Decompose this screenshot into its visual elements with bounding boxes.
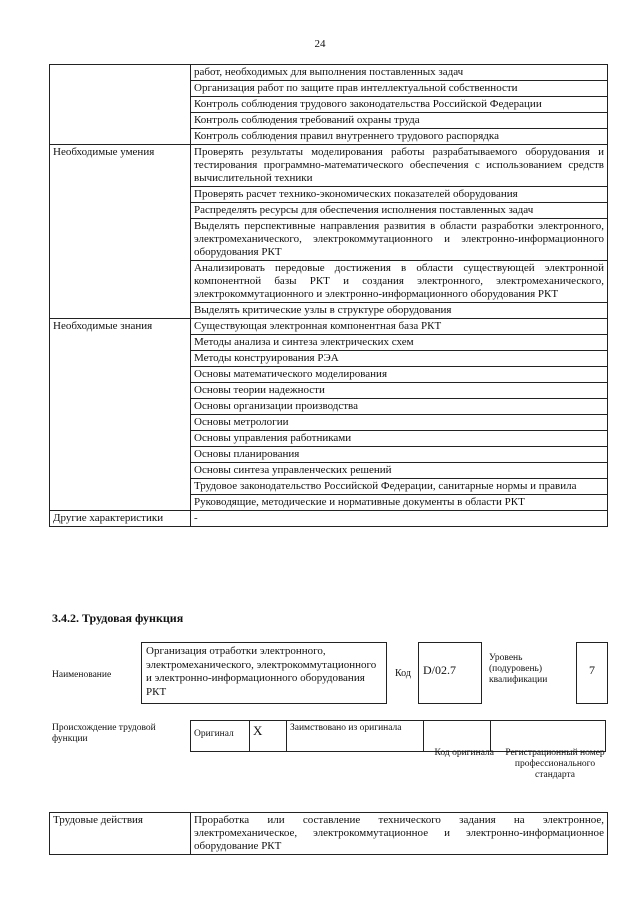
table-cell: Основы математического моделирования	[191, 367, 608, 383]
actions-label: Трудовые действия	[50, 813, 191, 855]
code-label: Код	[395, 668, 411, 679]
table-cell: Проверять результаты моделирования работы разрабатываемого оборудования и тестирования программно-математического обеспечения с использованием средств вычислительной техники	[191, 145, 608, 187]
competency-table	[49, 64, 608, 527]
table-cell: Распределять ресурсы для обеспечения исполнения поставленных задач	[191, 203, 608, 219]
code-box: D/02.7	[418, 642, 482, 704]
code-original-caption: Код оригинала	[434, 748, 494, 758]
table-cell: Методы конструирования РЭА	[191, 351, 608, 367]
skills-label: Необходимые умения	[50, 145, 191, 319]
table-cell: Контроль соблюдения трудового законодательства Российской Федерации	[191, 97, 608, 113]
table-row	[50, 65, 608, 81]
table-cell: Организация работ по защите прав интеллектуальной собственности	[191, 81, 608, 97]
table-cell: Основы управления работниками	[191, 431, 608, 447]
table-row	[50, 319, 608, 335]
table-cell: Руководящие, методические и нормативные документы в области РКТ	[191, 495, 608, 511]
table-cell: работ, необходимых для выполнения поставленных задач	[191, 65, 608, 81]
reg-number-caption: Регистрационный номер профессионального стандарта	[505, 748, 605, 780]
table-cell: Контроль соблюдения требований охраны труда	[191, 113, 608, 129]
reg-number-cell	[491, 721, 606, 752]
other-label: Другие характеристики	[50, 511, 191, 527]
table-cell: Проработка или составление технического задания на электронное, электромеханическое, электрокоммутационное и электронно-информационное оборудование РКТ	[191, 813, 608, 855]
borrowed-label: Заимствовано из оригинала	[287, 721, 424, 752]
table-cell: Основы планирования	[191, 447, 608, 463]
level-label: Уровень (подуровень) квалификации	[489, 653, 548, 685]
table-cell: -	[191, 511, 608, 527]
table-cell: Выделять перспективные направления развития в области разработки электронного, электромеханического, электрокоммутационного и электронно-информационного оборудования РКТ	[191, 219, 608, 261]
page-number: 24	[314, 38, 326, 50]
table-cell: Выделять критические узлы в структуре оборудования	[191, 303, 608, 319]
name-label: Наименование	[52, 670, 112, 680]
empty-label-cell	[50, 65, 191, 145]
section-heading: 3.4.2. Трудовая функция	[52, 611, 184, 625]
table-cell: Основы организации производства	[191, 399, 608, 415]
table-cell: Основы синтеза управленческих решений	[191, 463, 608, 479]
knowledge-label: Необходимые знания	[50, 319, 191, 511]
level-box: 7	[576, 642, 608, 704]
table-cell: Контроль соблюдения правил внутреннего трудового распорядка	[191, 129, 608, 145]
table-cell: Основы метрологии	[191, 415, 608, 431]
table-cell: Существующая электронная компонентная база РКТ	[191, 319, 608, 335]
table-cell: Методы анализа и синтеза электрических схем	[191, 335, 608, 351]
code-original-cell	[424, 721, 491, 752]
original-mark: X	[250, 721, 287, 752]
actions-table	[49, 812, 608, 855]
table-cell: Трудовое законодательство Российской Федерации, санитарные нормы и правила	[191, 479, 608, 495]
table-cell: Основы теории надежности	[191, 383, 608, 399]
table-row	[50, 813, 608, 855]
table-cell: Проверять расчет технико-экономических показателей оборудования	[191, 187, 608, 203]
table-cell: Анализировать передовые достижения в области существующей электронной компонентной базы РКТ и создания электронного, электромеханического, электрокоммутационного и электронно-информационного оборудования РКТ	[191, 261, 608, 303]
origin-label: Происхождение трудовой функции	[52, 723, 156, 744]
original-label: Оригинал	[191, 721, 250, 752]
table-row	[191, 721, 606, 752]
function-name-box: Организация отработки электронного, электромеханического, электрокоммутационного и электронно-информационного оборудования РКТ	[141, 642, 387, 704]
table-row	[50, 145, 608, 187]
table-row	[50, 511, 608, 527]
